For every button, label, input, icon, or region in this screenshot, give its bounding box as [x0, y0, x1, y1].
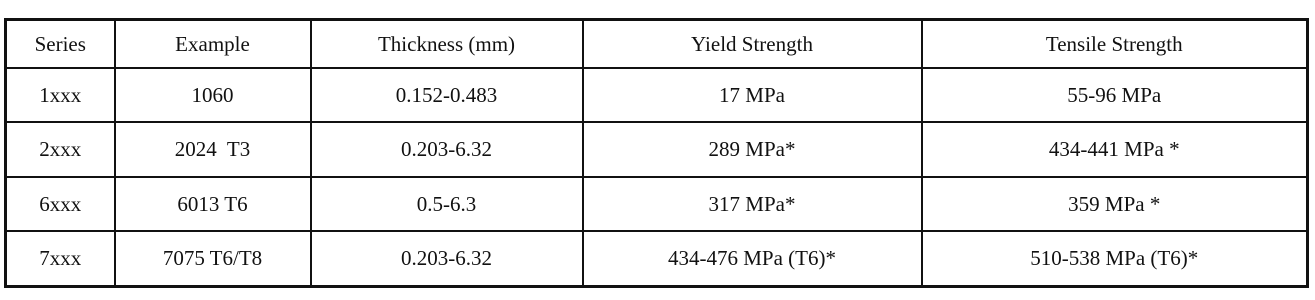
cell-yield-strength: 317 MPa* — [583, 177, 922, 231]
cell-tensile-strength: 55-96 MPa — [922, 68, 1308, 122]
cell-thickness: 0.5-6.3 — [311, 177, 583, 231]
cell-thickness: 0.152-0.483 — [311, 68, 583, 122]
header-series: Series — [6, 20, 115, 69]
table-row — [6, 122, 1308, 176]
cell-tensile-strength: 434-441 MPa * — [922, 122, 1308, 176]
header-tensile-strength: Tensile Strength — [922, 20, 1308, 69]
cell-series: 2xxx — [6, 122, 115, 176]
cell-thickness: 0.203-6.32 — [311, 122, 583, 176]
header-thickness: Thickness (mm) — [311, 20, 583, 69]
aluminum-alloy-table — [4, 18, 1309, 288]
cell-example: 1060 — [115, 68, 311, 122]
cell-tensile-strength: 510-538 MPa (T6)* — [922, 231, 1308, 286]
header-example: Example — [115, 20, 311, 69]
cell-series: 7xxx — [6, 231, 115, 286]
header-row — [6, 20, 1308, 69]
table-row — [6, 68, 1308, 122]
cell-example: 6013 T6 — [115, 177, 311, 231]
cell-series: 1xxx — [6, 68, 115, 122]
cell-series: 6xxx — [6, 177, 115, 231]
cell-yield-strength: 289 MPa* — [583, 122, 922, 176]
cell-tensile-strength: 359 MPa * — [922, 177, 1308, 231]
cell-thickness: 0.203-6.32 — [311, 231, 583, 286]
cell-example: 2024 T3 — [115, 122, 311, 176]
cell-yield-strength: 434-476 MPa (T6)* — [583, 231, 922, 286]
table-row — [6, 231, 1308, 286]
header-yield-strength: Yield Strength — [583, 20, 922, 69]
cell-yield-strength: 17 MPa — [583, 68, 922, 122]
cell-example: 7075 T6/T8 — [115, 231, 311, 286]
table-row — [6, 177, 1308, 231]
